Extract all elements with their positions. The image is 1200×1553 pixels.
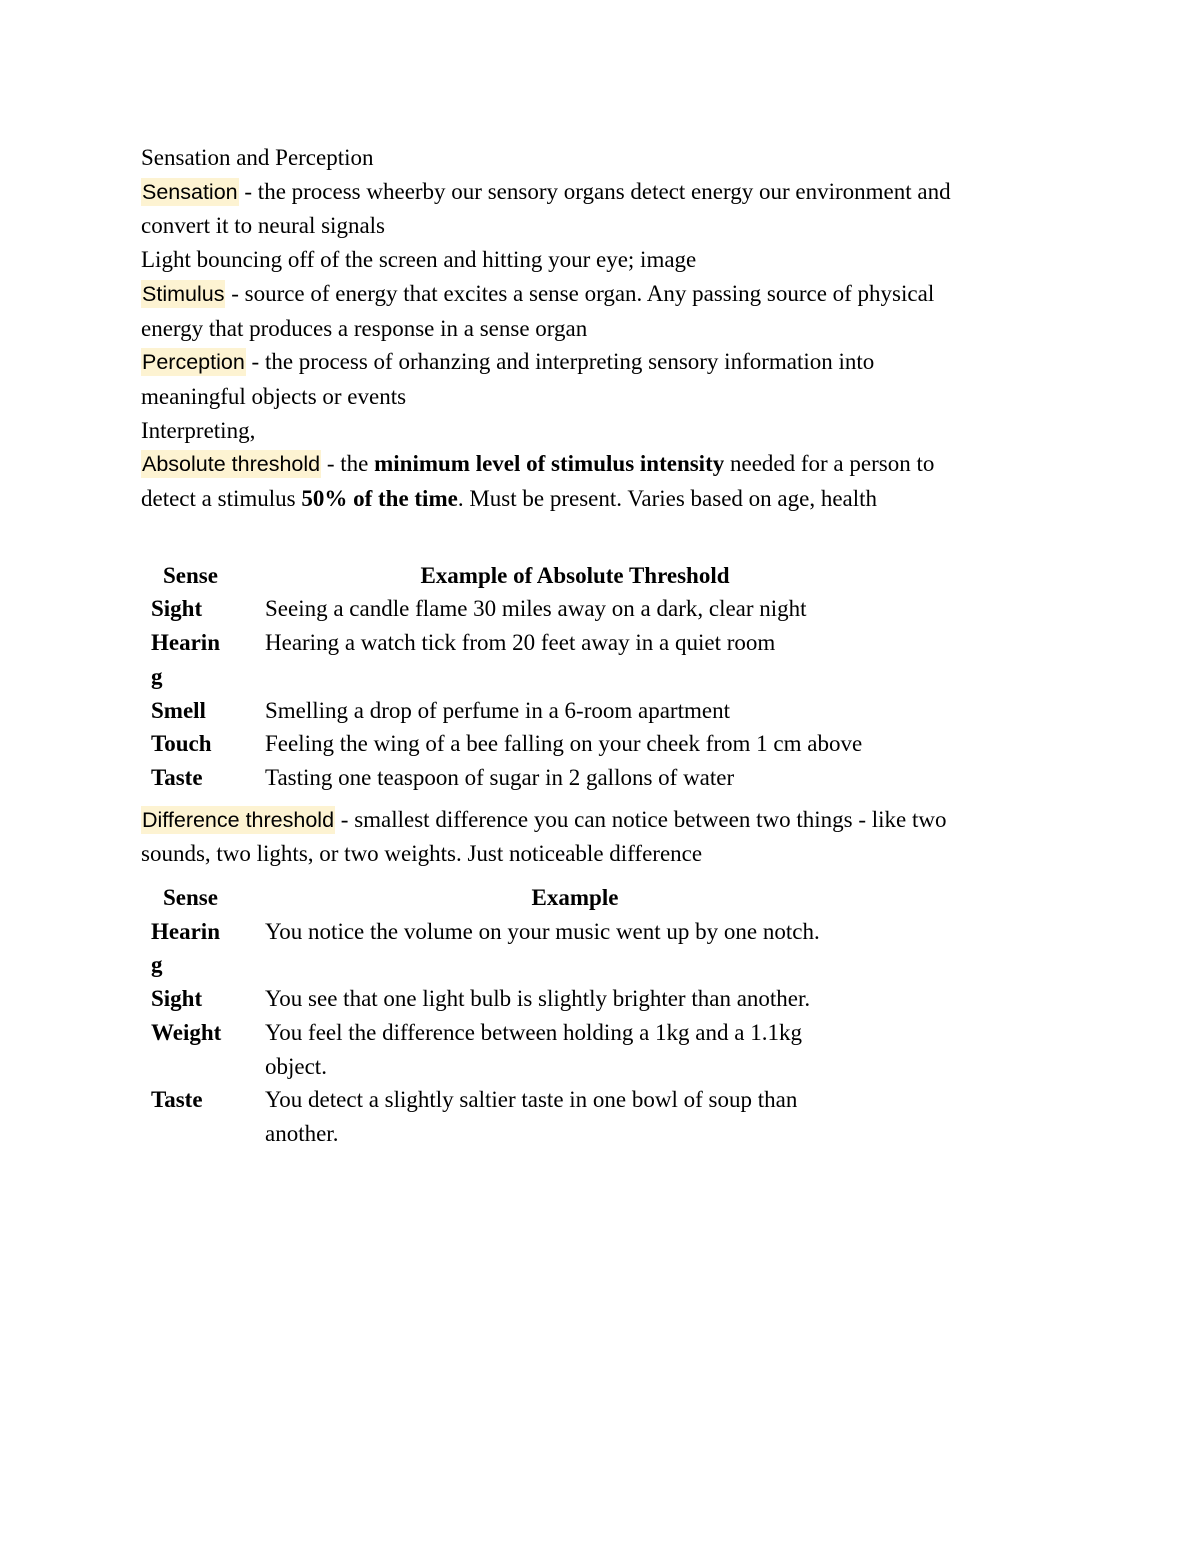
example-cell: Feeling the wing of a bee falling on your cheek from 1 cm above — [265, 731, 863, 757]
sense-cell: Sight — [151, 986, 203, 1012]
sense-cell: Taste — [151, 764, 203, 790]
difference-threshold-line-2: sounds, two lights, or two weights. Just noticeable difference — [141, 841, 703, 867]
sensation-paragraph-line-1 — [141, 175, 1051, 210]
table-row — [141, 626, 885, 693]
sense-cell: Hearing — [151, 630, 220, 689]
stimulus-definition-1: - source of energy that excites a sense organ. Any passing source of physical — [225, 280, 935, 306]
sensation-definition-2: convert it to neural signals — [141, 213, 385, 239]
sensation-term: Sensation — [142, 179, 238, 204]
sense-cell: Taste — [151, 1087, 203, 1113]
table-row — [141, 982, 885, 1016]
abs-def-bold-1: minimum level of stimulus intensity — [374, 451, 725, 477]
table-row — [141, 592, 885, 626]
sense-cell: Smell — [151, 697, 206, 723]
perception-term: Perception — [142, 350, 245, 375]
table-row — [141, 1083, 885, 1150]
abs-def-b: needed for a person to — [724, 451, 935, 477]
table-row — [141, 727, 885, 761]
header-sense: Sense — [163, 885, 218, 911]
example-cell: Seeing a candle flame 30 miles away on a dark, clear night — [265, 596, 807, 622]
table-row — [141, 694, 885, 728]
absolute-threshold-line-1 — [141, 447, 1051, 482]
difference-threshold-line-1 — [141, 803, 1051, 838]
sense-cell: Sight — [151, 596, 203, 622]
header-example: Example of Absolute Threshold — [420, 562, 730, 588]
example-cell: Hearing a watch tick from 20 feet away in a quiet room — [265, 630, 776, 656]
perception-definition-1: - the process of orhanzing and interpreting sensory information into — [245, 349, 875, 375]
document-title: Sensation and Perception — [141, 145, 374, 170]
example-cell: You see that one light bulb is slightly brighter than another. — [265, 986, 811, 1012]
example-cell: Smelling a drop of perfume in a 6-room apartment — [265, 697, 730, 723]
header-example: Example — [531, 885, 619, 911]
sense-cell: Weight — [151, 1019, 222, 1045]
sense-cell: Hearing — [151, 918, 220, 978]
abs-def-d: . Must be present. Varies based on age, health — [457, 486, 878, 512]
example-cell: You notice the volume on your music went up by one notch. — [265, 918, 820, 944]
stimulus-paragraph-line-1 — [141, 277, 1051, 312]
absolute-threshold-term: Absolute threshold — [142, 452, 321, 477]
absolute-threshold-table — [141, 559, 885, 803]
difference-threshold-table — [141, 881, 885, 1151]
interpreting-line: Interpreting, — [141, 417, 256, 443]
abs-def-c: detect a stimulus — [141, 486, 302, 512]
abs-def-bold-2: 50% of the time — [301, 486, 458, 512]
example-cell: You detect a slightly saltier taste in one bowl of soup than another. — [265, 1087, 798, 1146]
table-header-row — [141, 881, 885, 915]
perception-definition-2: meaningful objects or events — [141, 383, 407, 409]
sensation-definition-1: - the process wheerby our sensory organs detect energy our environment and — [238, 178, 951, 204]
sense-cell: Touch — [151, 731, 212, 757]
table-row — [141, 915, 885, 982]
stimulus-definition-2: energy that produces a response in a sense organ — [141, 315, 588, 341]
difference-threshold-term: Difference threshold — [142, 807, 335, 832]
table-header-row — [141, 559, 885, 593]
table-row — [141, 761, 885, 803]
header-sense: Sense — [163, 562, 218, 588]
example-cell: Tasting one teaspoon of sugar in 2 gallons of water — [265, 764, 735, 790]
perception-paragraph-line-1 — [141, 345, 1051, 380]
diff-def-1: - smallest difference you can notice between two things - like two — [335, 806, 947, 832]
document-page — [141, 141, 1051, 1151]
abs-def-a: - the — [321, 451, 375, 477]
light-line: Light bouncing off of the screen and hitting your eye; image — [141, 247, 697, 273]
absolute-threshold-line-2 — [141, 482, 1051, 516]
example-cell: You feel the difference between holding a 1kg and a 1.1kg object. — [265, 1019, 802, 1079]
stimulus-term: Stimulus — [142, 281, 225, 306]
table-row — [141, 1016, 885, 1083]
